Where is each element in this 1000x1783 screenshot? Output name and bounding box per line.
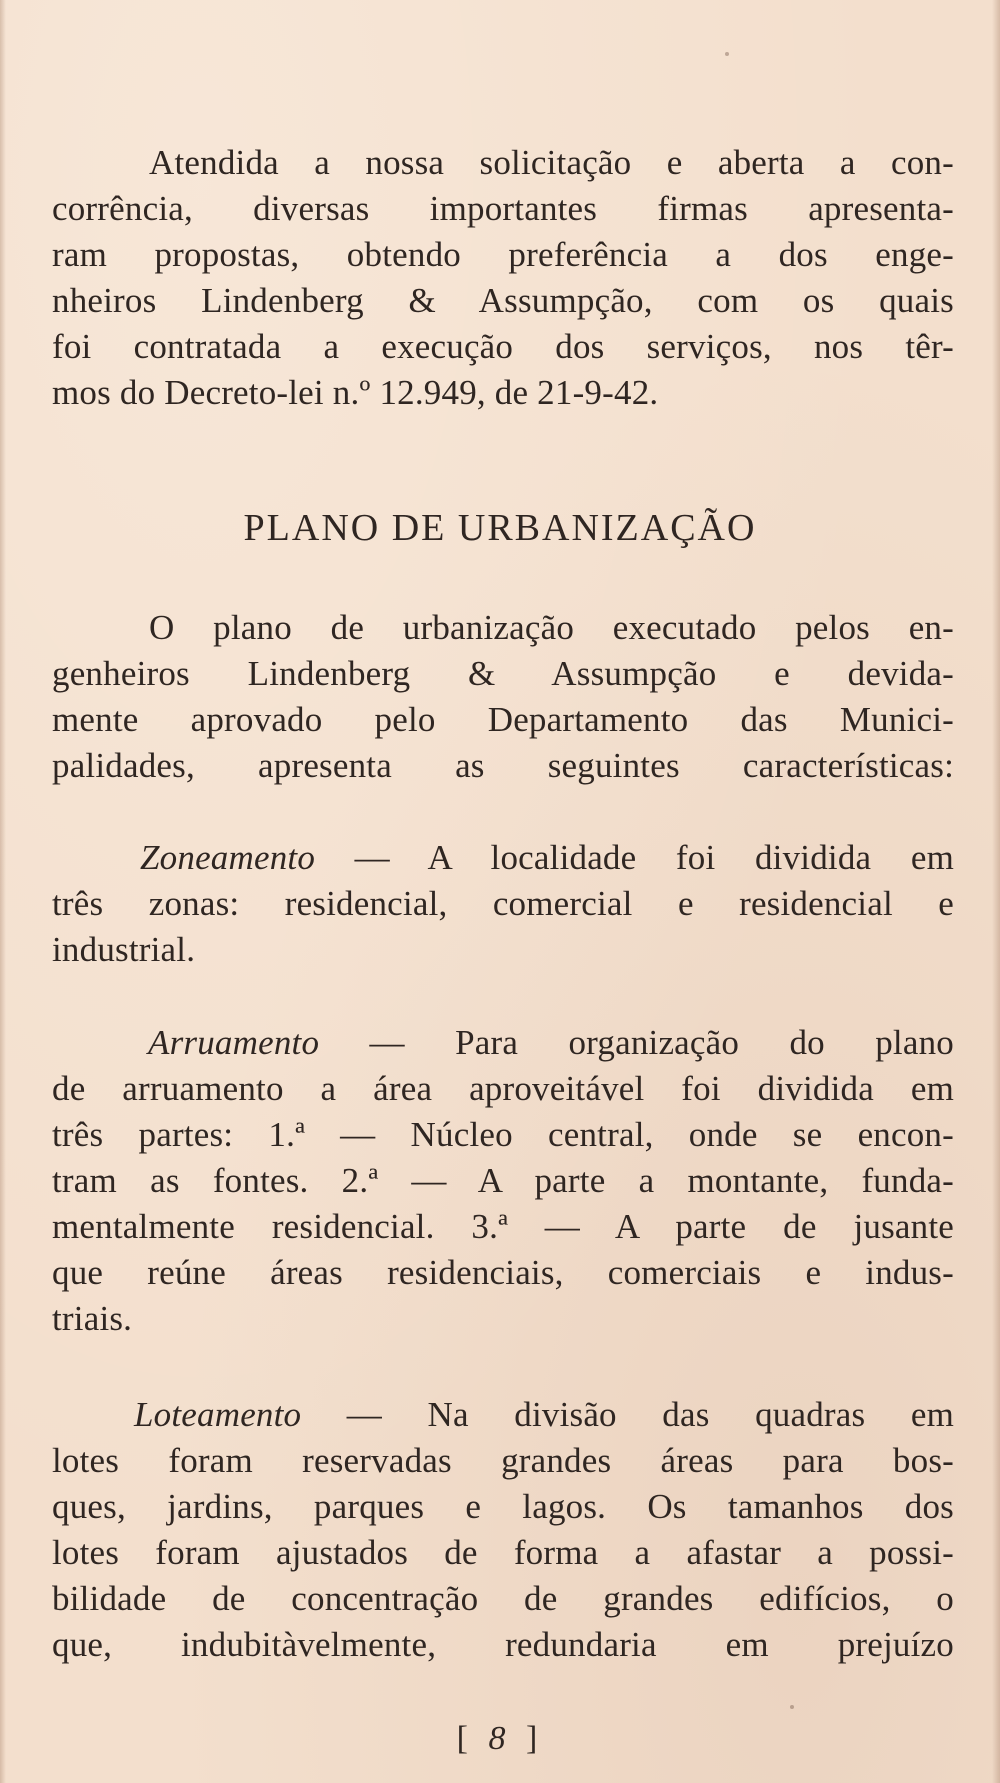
paragraph-contract [52,140,954,416]
text-line: triais. [52,1299,133,1338]
paragraph-arruamento [52,1020,954,1342]
text-line: que, indubitàvelmente, redundaria em prejuízo [52,1625,954,1664]
text-line: industrial. [52,930,196,969]
text-line [52,835,954,881]
text-line [52,1392,954,1438]
text-line [52,1020,954,1066]
term-zoneamento: Zoneamento [140,838,316,877]
text-line: que reúne áreas residenciais, comerciais e indus- [52,1253,954,1292]
text-run: — Na divisão das quadras em [301,1395,954,1434]
text-line: lotes foram ajustados de forma a afastar a possi- [52,1533,954,1572]
page-number [0,1720,1000,1758]
paragraph-loteamento [52,1392,954,1668]
section-heading: PLANO DE URBANIZAÇÃO [243,507,757,549]
text-line: mentalmente residencial. 3.ª — A parte de jusante [52,1207,954,1246]
text-run: — A localidade foi dividida em [315,838,954,877]
text-line: ram propostas, obtendo preferência a dos enge- [52,235,954,274]
text-line: bilidade de concentração de grandes edifícios, o [52,1579,954,1618]
folio-bracket-open: [ [456,1720,474,1757]
folio-number: 8 [488,1720,512,1757]
page-edge-left [0,0,6,1783]
term-arruamento: Arruamento [148,1023,320,1062]
text-line: três partes: 1.ª — Núcleo central, onde se encon- [52,1115,954,1154]
text-line: genheiros Lindenberg & Assumpção e devida- [52,654,954,693]
term-loteamento: Loteamento [134,1395,302,1434]
page-edge-right [992,0,1000,1783]
text-line: palidades, apresenta as seguintes características: [52,746,954,785]
text-line: tram as fontes. 2.ª — A parte a montante, funda- [52,1161,954,1200]
text-line: nheiros Lindenberg & Assumpção, com os quais [52,281,954,320]
text-line: três zonas: residencial, comercial e residencial e [52,884,954,923]
text-line: mos do Decreto-lei n.º 12.949, de 21-9-42. [52,373,659,412]
paragraph-plan-intro [52,605,954,789]
folio-bracket-close: ] [526,1720,544,1757]
text-line: corrência, diversas importantes firmas apresenta- [52,189,954,228]
text-line: de arruamento a área aproveitável foi dividida em [52,1069,954,1108]
text-run: — Para organização do plano [319,1023,954,1062]
paragraph-zoneamento [52,835,954,973]
text-line: foi contratada a execução dos serviços, nos têr- [52,327,954,366]
paper-speck [790,1705,794,1709]
text-line: O plano de urbanização executado pelos en- [149,608,954,647]
paper-speck [725,52,729,56]
text-line: lotes foram reservadas grandes áreas para bos- [52,1441,954,1480]
text-line: ques, jardins, parques e lagos. Os tamanhos dos [52,1487,954,1526]
text-line: mente aprovado pelo Departamento das Munici- [52,700,954,739]
text-line: Atendida a nossa solicitação e aberta a con- [149,143,954,182]
